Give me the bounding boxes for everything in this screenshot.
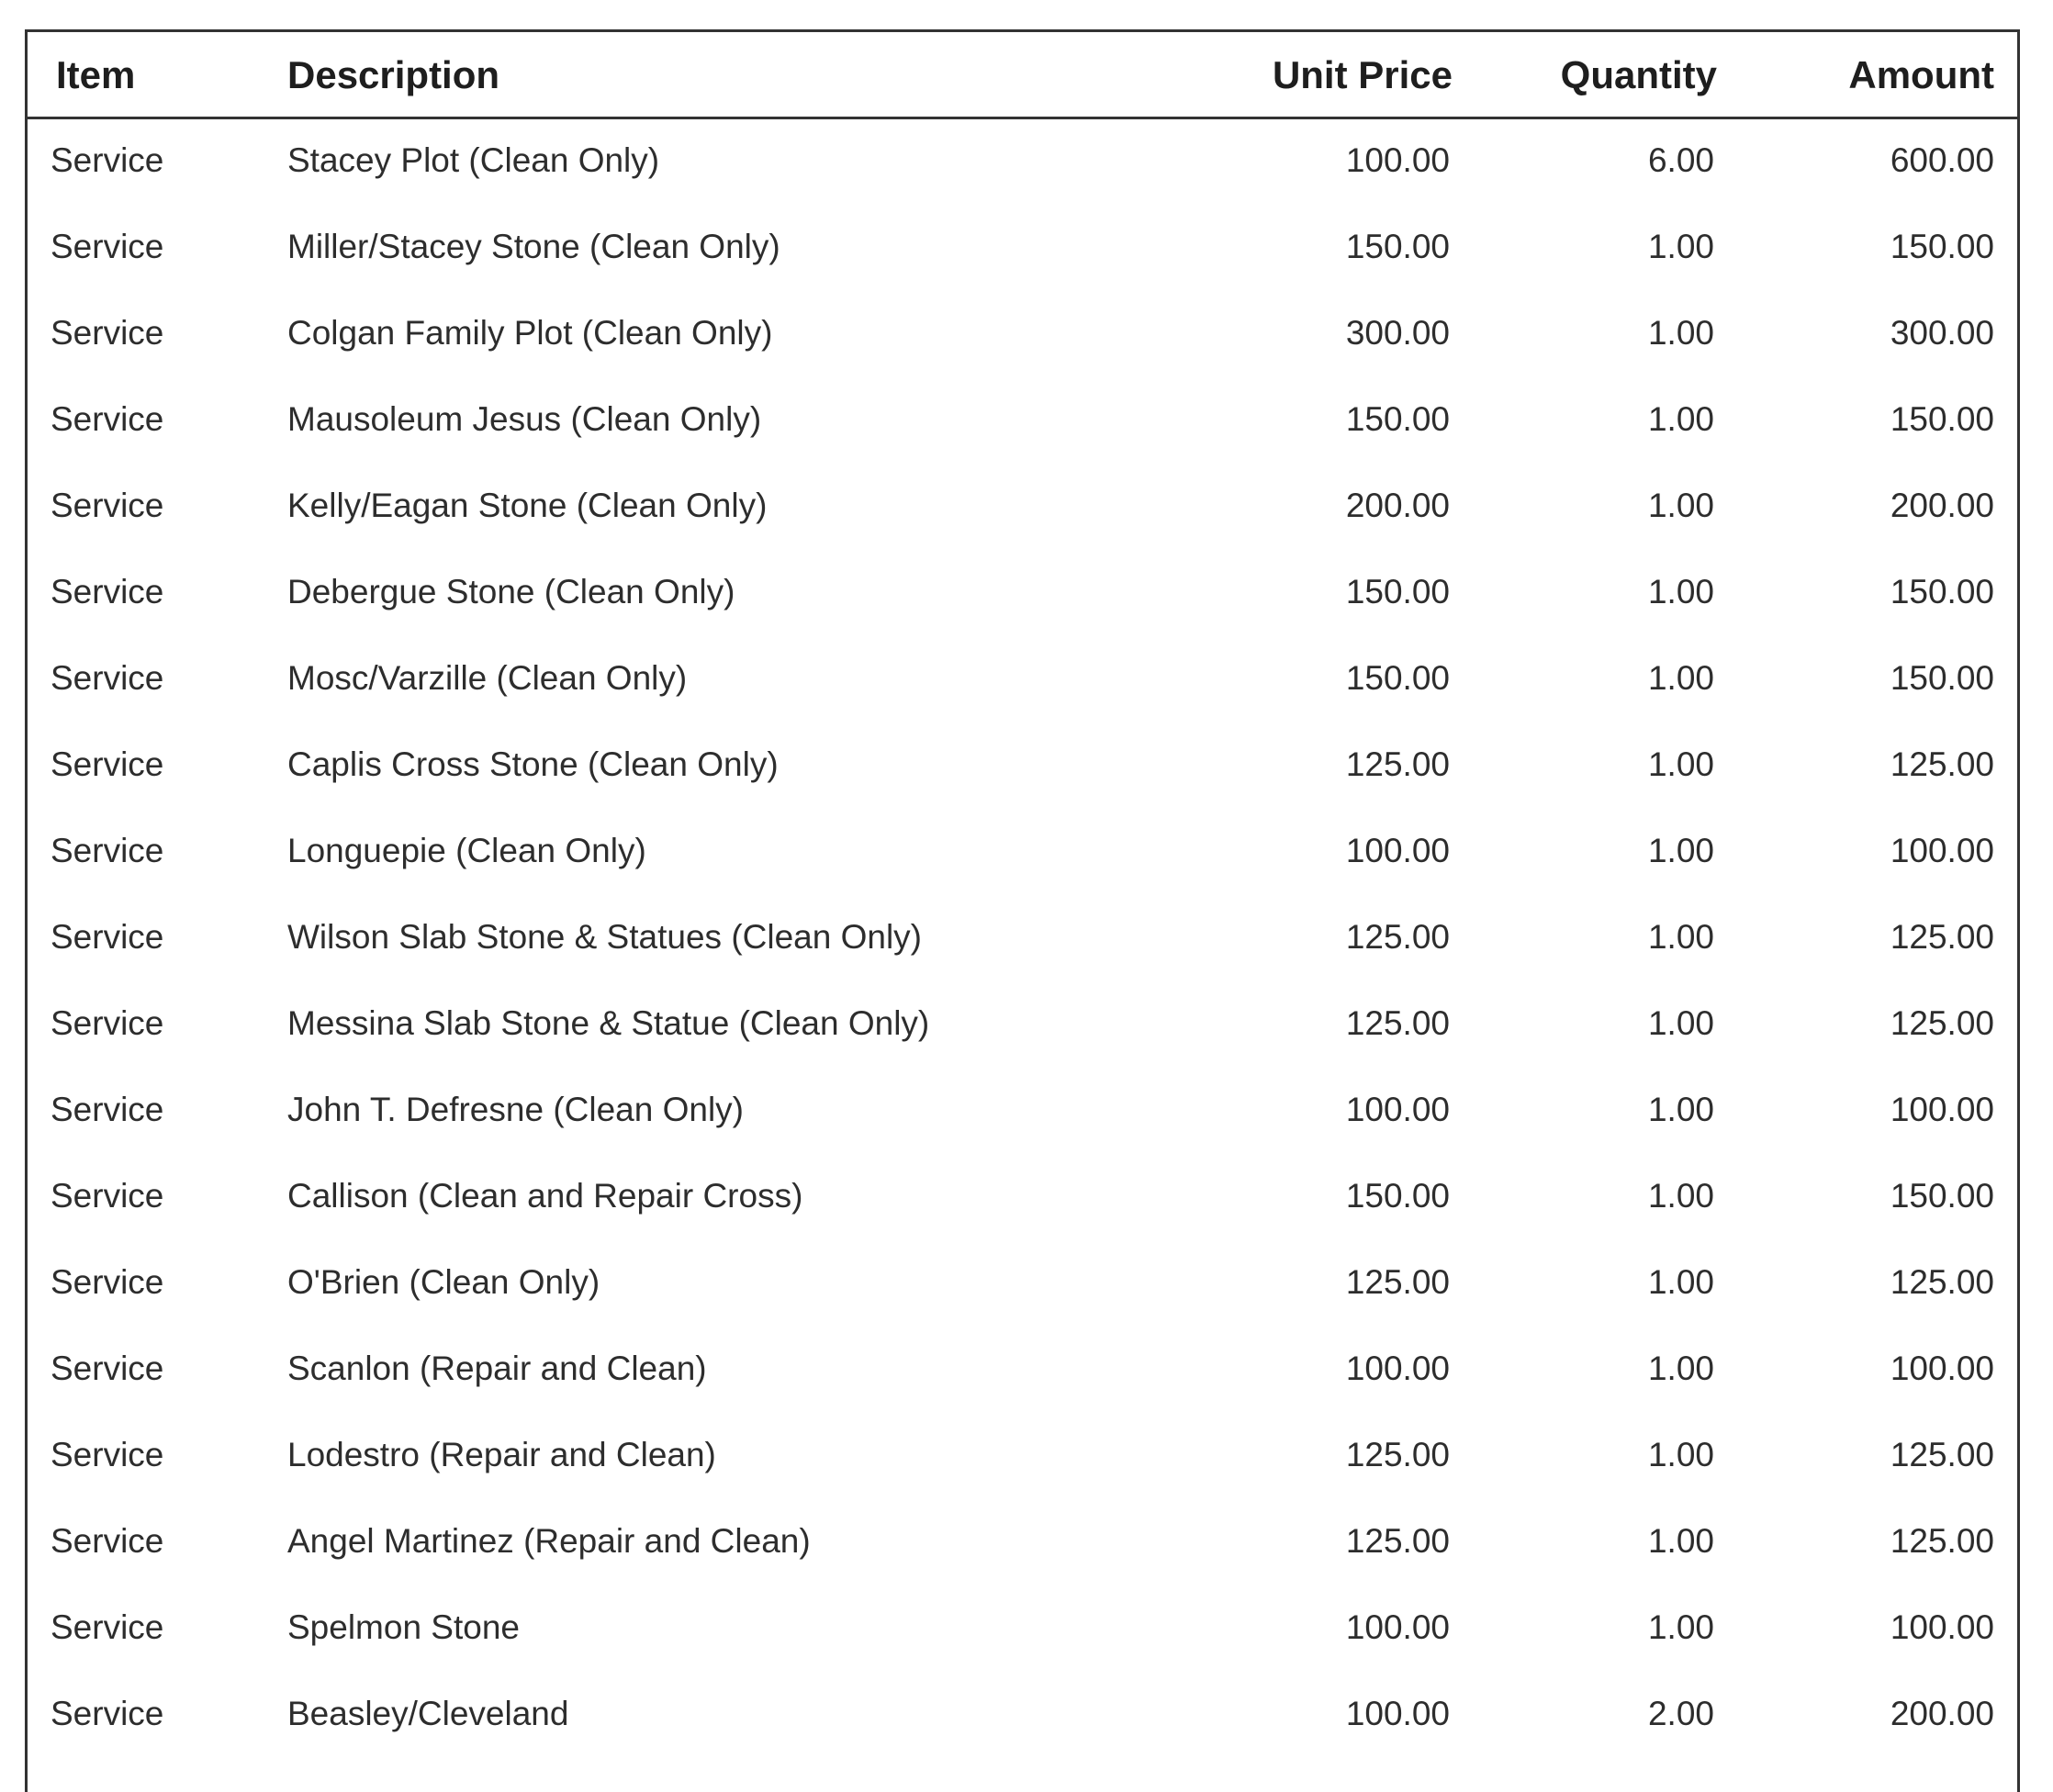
table-row bbox=[28, 1241, 2017, 1327]
cell-unit-price: 150.00 bbox=[1345, 1177, 1450, 1215]
cell-unit-price: 300.00 bbox=[1345, 314, 1450, 352]
cell-item: Service bbox=[50, 228, 164, 265]
table-row bbox=[28, 1500, 2017, 1586]
cell-quantity: 1.00 bbox=[1647, 1350, 1714, 1387]
cell-item: Service bbox=[50, 1091, 164, 1128]
cell-item: Service bbox=[50, 1177, 164, 1215]
cell-quantity: 1.00 bbox=[1647, 487, 1714, 524]
table-header-row bbox=[28, 32, 2017, 119]
cell-amount: 125.00 bbox=[1890, 1004, 1994, 1042]
cell-item: Service bbox=[50, 1263, 164, 1301]
cell-quantity: 1.00 bbox=[1647, 314, 1714, 352]
header-item: Item bbox=[56, 53, 136, 96]
cell-description: Longuepie (Clean Only) bbox=[287, 832, 646, 869]
cell-description: Mausoleum Jesus (Clean Only) bbox=[287, 400, 762, 438]
table-row bbox=[28, 982, 2017, 1069]
cell-quantity: 1.00 bbox=[1647, 918, 1714, 956]
cell-amount: 125.00 bbox=[1890, 918, 1994, 956]
cell-item: Service bbox=[50, 832, 164, 869]
cell-description: Scanlon (Repair and Clean) bbox=[287, 1350, 707, 1387]
cell-description: Spelmon Stone bbox=[287, 1608, 521, 1646]
cell-item: Service bbox=[50, 745, 164, 783]
cell-quantity: 1.00 bbox=[1647, 1177, 1714, 1215]
cell-item: Service bbox=[50, 1350, 164, 1387]
table-row bbox=[28, 1069, 2017, 1155]
cell-description: Colgan Family Plot (Clean Only) bbox=[287, 314, 773, 352]
cell-amount: 150.00 bbox=[1890, 573, 1994, 610]
cell-amount: 125.00 bbox=[1890, 745, 1994, 783]
cell-amount: 200.00 bbox=[1890, 1695, 1994, 1732]
cell-description: Debergue Stone (Clean Only) bbox=[287, 573, 735, 610]
cell-amount: 100.00 bbox=[1890, 1608, 1994, 1646]
cell-item: Service bbox=[50, 659, 164, 697]
cell-quantity: 1.00 bbox=[1647, 745, 1714, 783]
cell-description: John T. Defresne (Clean Only) bbox=[287, 1091, 744, 1128]
cell-unit-price: 125.00 bbox=[1345, 1263, 1450, 1301]
cell-amount: 600.00 bbox=[1890, 141, 1994, 179]
cell-amount: 125.00 bbox=[1890, 1522, 1994, 1560]
cell-description: Caplis Cross Stone (Clean Only) bbox=[287, 745, 779, 783]
table-row bbox=[28, 896, 2017, 982]
cell-unit-price: 125.00 bbox=[1345, 1004, 1450, 1042]
cell-description: Messina Slab Stone & Statue (Clean Only) bbox=[287, 1004, 930, 1042]
cell-unit-price: 100.00 bbox=[1345, 832, 1450, 869]
header-quantity: Quantity bbox=[1560, 53, 1717, 96]
cell-amount: 150.00 bbox=[1890, 400, 1994, 438]
table-row bbox=[28, 378, 2017, 465]
cell-amount: 100.00 bbox=[1890, 1091, 1994, 1128]
table-row bbox=[28, 637, 2017, 723]
cell-quantity: 1.00 bbox=[1647, 573, 1714, 610]
table-row bbox=[28, 1586, 2017, 1673]
cell-unit-price: 150.00 bbox=[1345, 228, 1450, 265]
table-row bbox=[28, 292, 2017, 378]
cell-item: Service bbox=[50, 918, 164, 956]
table-row bbox=[28, 465, 2017, 551]
cell-quantity: 1.00 bbox=[1647, 659, 1714, 697]
header-description: Description bbox=[287, 53, 500, 96]
cell-quantity: 2.00 bbox=[1647, 1695, 1714, 1732]
invoice-line-items-table bbox=[25, 29, 2020, 1792]
cell-item: Service bbox=[50, 314, 164, 352]
cell-item: Service bbox=[50, 1522, 164, 1560]
cell-quantity: 1.00 bbox=[1647, 1263, 1714, 1301]
cell-item: Service bbox=[50, 400, 164, 438]
cell-amount: 150.00 bbox=[1890, 659, 1994, 697]
cell-unit-price: 150.00 bbox=[1345, 659, 1450, 697]
table-row bbox=[28, 723, 2017, 810]
cell-quantity: 1.00 bbox=[1647, 1608, 1714, 1646]
cell-amount: 100.00 bbox=[1890, 1350, 1994, 1387]
cell-description: Kelly/Eagan Stone (Clean Only) bbox=[287, 487, 768, 524]
cell-description: Angel Martinez (Repair and Clean) bbox=[287, 1522, 811, 1560]
table-row bbox=[28, 1327, 2017, 1414]
cell-description: Callison (Clean and Repair Cross) bbox=[287, 1177, 803, 1215]
cell-quantity: 1.00 bbox=[1647, 1522, 1714, 1560]
cell-unit-price: 125.00 bbox=[1345, 1522, 1450, 1560]
cell-unit-price: 100.00 bbox=[1345, 1608, 1450, 1646]
table-row bbox=[28, 1414, 2017, 1500]
cell-amount: 125.00 bbox=[1890, 1436, 1994, 1473]
cell-quantity: 1.00 bbox=[1647, 1004, 1714, 1042]
cell-unit-price: 125.00 bbox=[1345, 1436, 1450, 1473]
cell-amount: 150.00 bbox=[1890, 1177, 1994, 1215]
header-amount: Amount bbox=[1848, 53, 1994, 96]
cell-quantity: 1.00 bbox=[1647, 1091, 1714, 1128]
table-row bbox=[28, 1155, 2017, 1241]
cell-description: Beasley/Cleveland bbox=[287, 1695, 569, 1732]
cell-unit-price: 200.00 bbox=[1345, 487, 1450, 524]
cell-amount: 150.00 bbox=[1890, 228, 1994, 265]
cell-item: Service bbox=[50, 1436, 164, 1473]
cell-item: Service bbox=[50, 141, 164, 179]
cell-description: O'Brien (Clean Only) bbox=[287, 1263, 600, 1301]
cell-unit-price: 100.00 bbox=[1345, 1350, 1450, 1387]
cell-quantity: 1.00 bbox=[1647, 228, 1714, 265]
cell-description: Miller/Stacey Stone (Clean Only) bbox=[287, 228, 780, 265]
cell-amount: 300.00 bbox=[1890, 314, 1994, 352]
table-row bbox=[28, 206, 2017, 292]
header-unit-price: Unit Price bbox=[1272, 53, 1453, 96]
cell-amount: 125.00 bbox=[1890, 1263, 1994, 1301]
cell-amount: 200.00 bbox=[1890, 487, 1994, 524]
cell-item: Service bbox=[50, 487, 164, 524]
cell-unit-price: 150.00 bbox=[1345, 400, 1450, 438]
cell-item: Service bbox=[50, 1004, 164, 1042]
cell-unit-price: 100.00 bbox=[1345, 141, 1450, 179]
cell-unit-price: 100.00 bbox=[1345, 1091, 1450, 1128]
cell-quantity: 1.00 bbox=[1647, 1436, 1714, 1473]
table-row bbox=[28, 810, 2017, 896]
cell-description: Stacey Plot (Clean Only) bbox=[287, 141, 660, 179]
cell-quantity: 1.00 bbox=[1647, 832, 1714, 869]
table-body bbox=[28, 119, 2017, 1759]
cell-unit-price: 150.00 bbox=[1345, 573, 1450, 610]
cell-description: Mosc/Varzille (Clean Only) bbox=[287, 659, 688, 697]
cell-item: Service bbox=[50, 573, 164, 610]
table-row bbox=[28, 119, 2017, 206]
cell-unit-price: 100.00 bbox=[1345, 1695, 1450, 1732]
cell-quantity: 1.00 bbox=[1647, 400, 1714, 438]
table-row bbox=[28, 551, 2017, 637]
cell-description: Wilson Slab Stone & Statues (Clean Only) bbox=[287, 918, 922, 956]
cell-item: Service bbox=[50, 1608, 164, 1646]
cell-item: Service bbox=[50, 1695, 164, 1732]
cell-quantity: 6.00 bbox=[1647, 141, 1714, 179]
cell-description: Lodestro (Repair and Clean) bbox=[287, 1436, 716, 1473]
cell-unit-price: 125.00 bbox=[1345, 745, 1450, 783]
cell-amount: 100.00 bbox=[1890, 832, 1994, 869]
table-row bbox=[28, 1673, 2017, 1759]
cell-unit-price: 125.00 bbox=[1345, 918, 1450, 956]
